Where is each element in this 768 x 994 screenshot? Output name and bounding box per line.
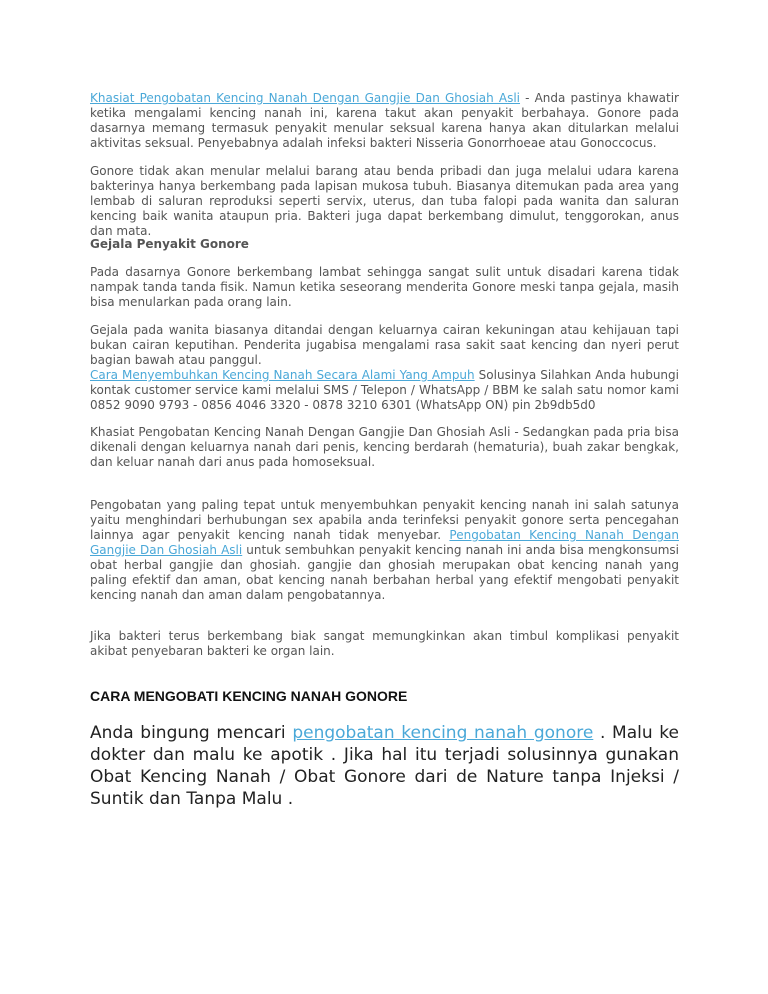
pengobatan-link[interactable]: Pengobatan Kencing Nanah Dengan Gangjie Dan Ghosiah Asli	[90, 528, 679, 557]
khasiat-link[interactable]: Khasiat Pengobatan Kencing Nanah Dengan Gangjie Dan Ghosiah Asli	[90, 91, 521, 105]
closing-text-1: Anda bingung mencari	[90, 723, 293, 743]
treatment-paragraph	[90, 498, 679, 603]
male-symptoms-paragraph: Khasiat Pengobatan Kencing Nanah Dengan Gangjie Dan Ghosiah Asli - Sedangkan pada pria bisa dikenali dengan keluarnya nanah dari penis, kencing berdarah (hematuria), buah zakar bengkak, dan keluar nanah dari anus pada homoseksual.	[90, 425, 679, 469]
contact-paragraph	[90, 368, 679, 413]
symptoms-heading: Gejala Penyakit Gonore	[90, 237, 249, 251]
closing-text-2: . Malu ke dokter dan malu ke apotik . Jika hal itu terjadi solusinnya gunakan Obat Kencing Nanah / Obat Gonore dari de Nature tanpa Injeksi / Suntik dan Tanpa Malu .	[90, 723, 679, 809]
complication-paragraph: Jika bakteri terus berkembang biak sangat memungkinkan akan timbul komplikasi penyakit akibat penyebaran bakteri ke organ lain.	[90, 629, 679, 658]
gonore-transmission-paragraph: Gonore tidak akan menular melalui barang atau benda pribadi dan juga melalui udara karena bakterinya hanya berkembang pada lapisan mukosa tubuh. Biasanya ditemukan pada area yang lembab di saluran reproduksi seperti servix, uterus, dan tuba falopi pada wanita dan saluran kencing baik wanita ataupun pria. Bakteri juga dapat berkembang dimulut, tenggorokan, anus dan mata.	[90, 164, 679, 238]
cara-menyembuhkan-link[interactable]: Cara Menyembuhkan Kencing Nanah Secara Alami Yang Ampuh	[90, 368, 475, 382]
intro-text: - Anda pastinya khawatir ketika mengalami kencing nanah ini, karena takut akan penyakit berbahaya. Gonore pada dasarnya memang termasuk penyakit menular seksual karena hanya akan ditularkan melalui aktivitas seksual. Penyebabnya adalah infeksi bakteri Nisseria Gonorrhoeae atau Gonoccocus.	[90, 91, 679, 150]
treatment-text-1: Pengobatan yang paling tepat untuk menyembuhkan penyakit kencing nanah ini salah satunya yaitu menghindari berhubungan sex apabila anda terinfeksi penyakit gonore serta pencegahan lainnya agar penyakit kencing nanah tidak menyebar.	[90, 498, 679, 542]
contact-text: Solusinya Silahkan Anda hubungi kontak customer service kami melalui SMS / Telepon / WhatsApp / BBM ke salah satu nomor kami 0852 9090 9793 - 0856 4046 3320 - 0878 3210 6301 (WhatsApp ON) pin 2b9db5d0	[90, 368, 679, 412]
treatment-text-2: untuk sembuhkan penyakit kencing nanah ini anda bisa mengkonsumsi obat herbal gangjie dan ghosiah. gangjie dan ghosiah merupakan obat kencing nanah yang paling efektif dan aman, obat kencing nanah berbahan herbal yang efektif mengobati penyakit kencing nanah dan aman dalam pengobatannya.	[90, 543, 679, 602]
female-symptoms-paragraph: Gejala pada wanita biasanya ditandai dengan keluarnya cairan kekuningan atau kehijauan tapi bukan cairan keputihan. Penderita jugabisa mengalami rasa sakit saat kencing dan nyeri perut bagian bawah atau panggul.	[90, 323, 679, 367]
closing-paragraph	[90, 722, 679, 810]
symptoms-paragraph: Pada dasarnya Gonore berkembang lambat sehingga sangat sulit untuk disadari karena tidak nampak tanda tanda fisik. Namun ketika seseorang menderita Gonore meski tanpa gejala, masih bisa menularkan pada orang lain.	[90, 265, 679, 309]
pengobatan-gonore-link[interactable]: pengobatan kencing nanah gonore	[292, 723, 594, 743]
intro-paragraph	[90, 91, 679, 151]
section-heading: CARA MENGOBATI KENCING NANAH GONORE	[90, 688, 408, 704]
